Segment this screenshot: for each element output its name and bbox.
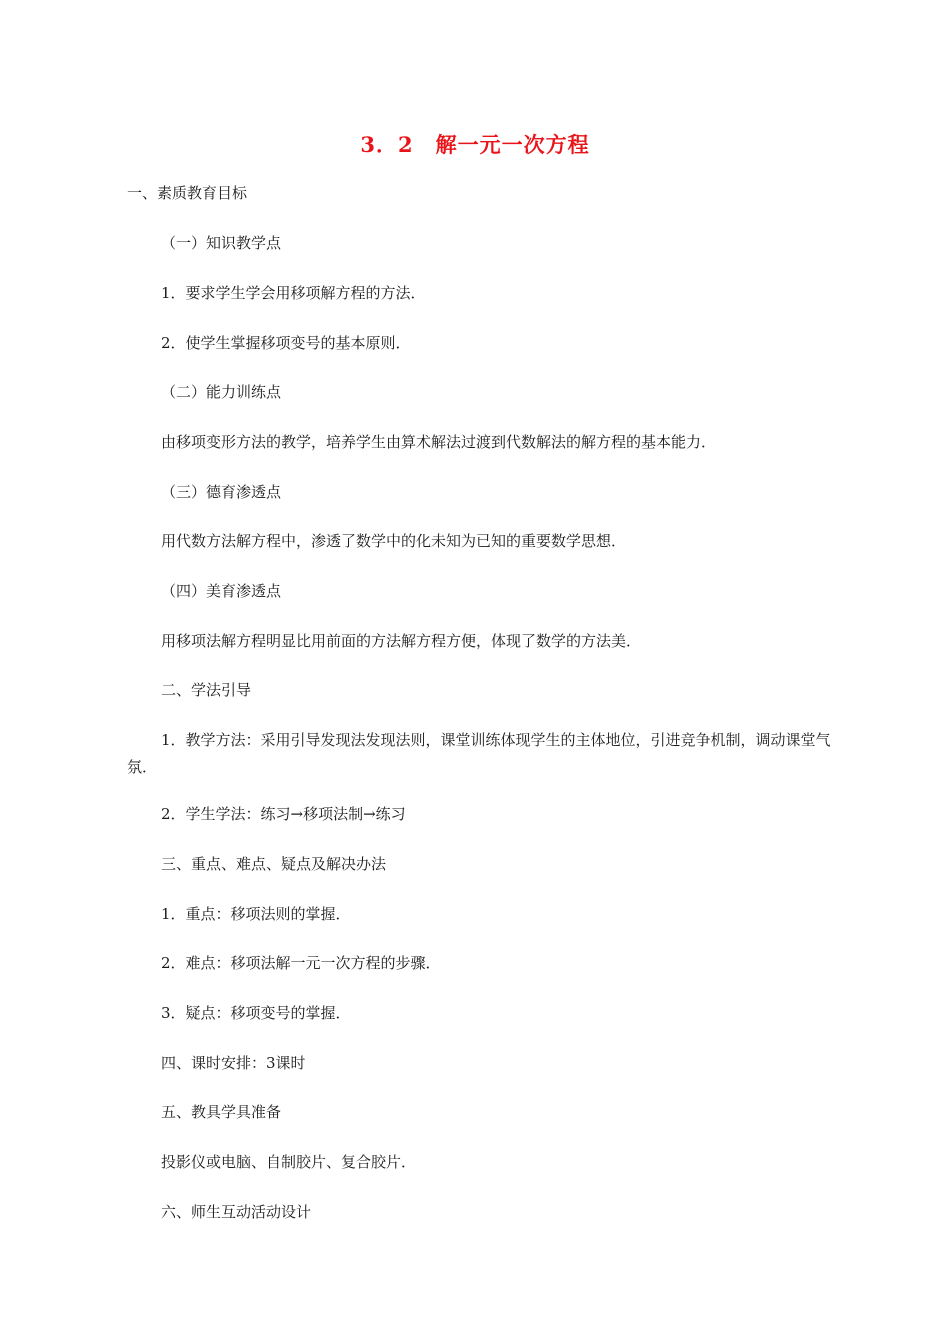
difficulty-text: 2．难点：移项法解一元一次方程的步骤．	[161, 954, 441, 972]
section-heading-activities: 六、师生互动活动设计	[161, 1203, 312, 1221]
ability-text: 由移项变形方法的教学，培养学生由算术解法过渡到代数解法的解方程的基本能力．	[161, 433, 717, 451]
section-heading-materials: 五、教具学具准备	[161, 1103, 282, 1121]
materials-text: 投影仪或电脑、自制胶片、复合胶片．	[161, 1153, 417, 1171]
aesthetic-text: 用移项法解方程明显比用前面的方法解方程方便，体现了数学的方法美．	[161, 632, 642, 650]
section-heading-schedule: 四、课时安排：3课时	[161, 1054, 306, 1072]
teaching-method-text: 1．教学方法：采用引导发现法发现法则，课堂训练体现学生的主体地位，引进竞争机制，调动课堂气氛．	[127, 731, 831, 776]
subsection-aesthetic: （四）美育渗透点	[161, 582, 282, 600]
section-heading-method: 二、学法引导	[161, 681, 252, 699]
key-point-text: 1．重点：移项法则的掌握．	[161, 905, 351, 923]
knowledge-item-2: 2．使学生掌握移项变号的基本原则．	[161, 334, 411, 352]
subsection-moral: （三）德育渗透点	[161, 483, 282, 501]
subsection-knowledge: （一）知识教学点	[161, 234, 282, 252]
subsection-ability: （二）能力训练点	[161, 383, 282, 401]
document-title: 3．2 解一元一次方程	[360, 132, 590, 157]
learning-method-text: 2．学生学法：练习→移项法制→练习	[161, 805, 406, 823]
section-heading-key-points: 三、重点、难点、疑点及解决办法	[161, 855, 387, 873]
moral-text: 用代数方法解方程中，渗透了数学中的化未知为已知的重要数学思想．	[161, 532, 627, 550]
section-heading-goals: 一、素质教育目标	[127, 184, 248, 202]
knowledge-item-1: 1．要求学生学会用移项解方程的方法．	[161, 284, 426, 302]
doubt-text: 3．疑点：移项变号的掌握．	[161, 1004, 351, 1022]
